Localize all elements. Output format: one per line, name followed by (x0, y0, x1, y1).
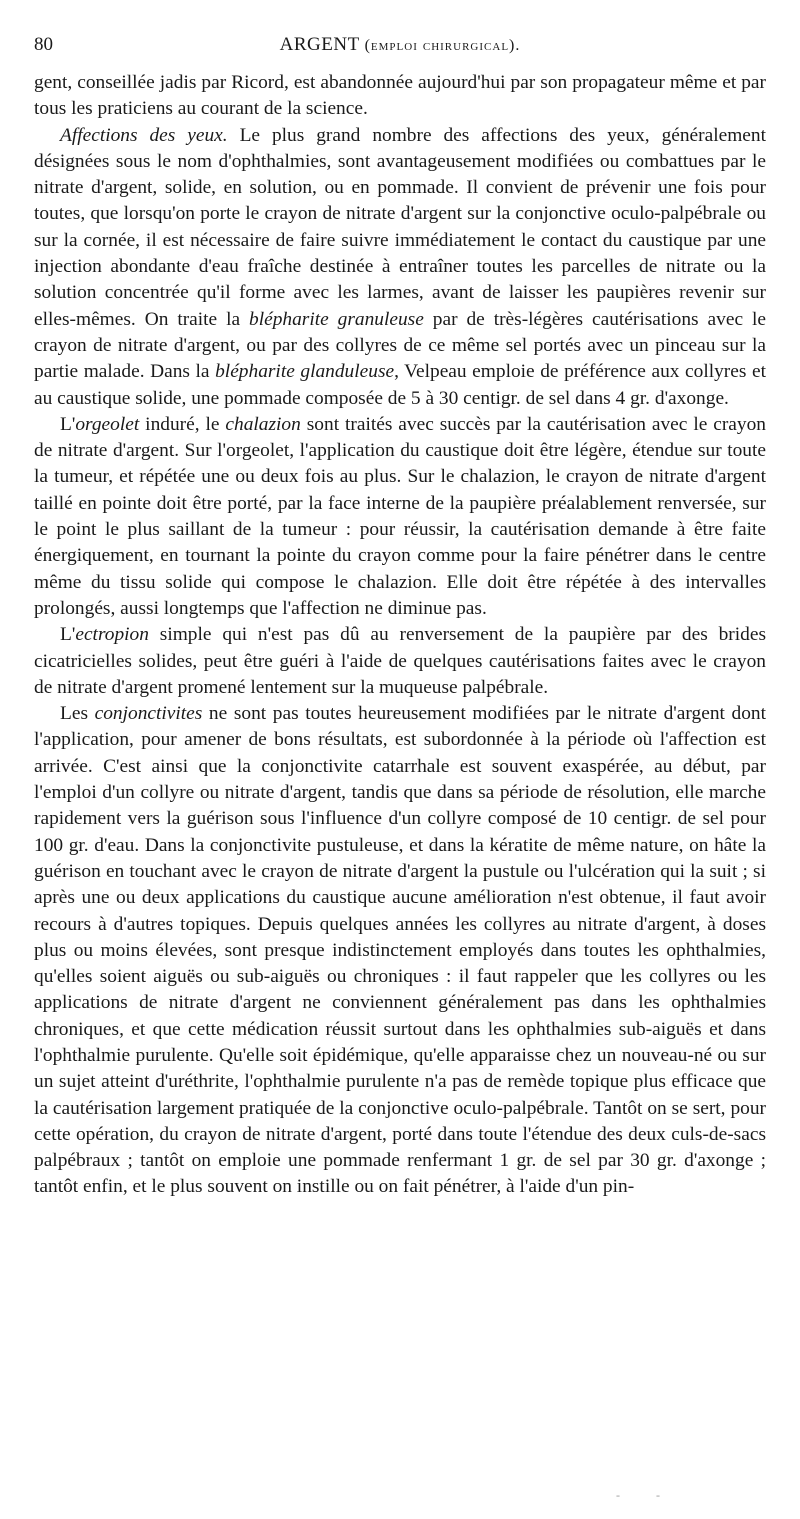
italic-term: ectropion (75, 624, 149, 646)
text-run: Le plus grand nombre des affections des yeux, généralement désignées sous le nom d'ophthalmies, sont avantageusement modifiées ou combattues par le nitrate d'argent, solide, en solution, ou en pommade. Il convient de prévenir une fois pour toutes, que lorsqu'on porte le crayon de nitrate d'argent sur la conjonctive oculo-palpébrale ou sur la cornée, il est nécessaire de faire suivre immédiatement le contact du caustique par une injection abondante d'eau fraîche destinée à entraîner toutes les parcelles de nitrate ou la solution concentrée qu'il forme avec les larmes, avant de laisser les paupières revenir sur elles-mêmes. On traite la (34, 124, 766, 330)
italic-term: conjonctivites (94, 703, 203, 725)
running-head (34, 30, 766, 70)
text-run: gent, conseillée jadis par Ricord, est abandonnée aujourd'hui par son propagateur même et par tous les praticiens au courant de la science. (34, 72, 766, 120)
text-run: Les (60, 703, 95, 725)
running-title-sub: (emploi chirurgical). (364, 37, 521, 54)
paragraph (34, 123, 766, 412)
italic-term: chalazion (225, 413, 301, 435)
page-number: 80 (34, 34, 53, 55)
bottom-page-marks (0, 1488, 800, 1502)
italic-term: Affections des yeux. (60, 124, 228, 146)
body-text (34, 70, 766, 1201)
running-title (34, 34, 766, 56)
text-run: par de très-légères cautérisations avec le crayon de nitrate d'argent, ou par des collyres de ce même sel portés avec un pinceau sur la partie malade. Dans la (34, 308, 766, 383)
text-run: , Velpeau emploie de préférence aux collyres et au caustique solide, une pommade composée de 5 à 30 centigr. de sel dans 4 gr. d'axonge. (34, 361, 766, 409)
running-title-main: ARGENT (279, 34, 360, 55)
text-run: L' (60, 624, 76, 646)
text-run: sont traités avec succès par la cautérisation avec le crayon de nitrate d'argent. Sur l'orgeolet, l'application du caustique doit être légère, étendue sur toute la tumeur, et répétée une ou deux fois au plus. Sur le chalazion, le crayon de nitrate d'argent taillé en pointe doit être porté, par la face interne de la paupière préalablement renversée, sur le point le plus saillant de la tumeur : pour réussir, la cautérisation demande à être faite énergiquement, en tournant la pointe du crayon comme pour la faire pénétrer dans le centre même du tissu solide qui compose le chalazion. Elle doit être répétée à des intervalles prolongés, aussi longtemps que l'affection ne diminue pas. (34, 413, 767, 619)
text-run: L' (60, 413, 76, 435)
text-run: induré, le (139, 413, 226, 435)
print-mark: - (656, 1488, 660, 1502)
paragraph (34, 70, 766, 123)
italic-term: blépharite granuleuse (249, 308, 424, 330)
italic-term: blépharite glanduleuse (215, 361, 395, 383)
italic-term: orgeolet (75, 413, 140, 435)
text-run: ne sont pas toutes heureusement modifiées par le nitrate d'argent dont l'application, pour amener de bons résultats, est subordonnée à la période où l'affection est arrivée. C'est ainsi que la conjonctivite catarrhale est souvent exaspérée, au début, par l'emploi d'un collyre ou nitrate d'argent, tandis que dans sa période de résolution, elle marche rapidement vers la guérison sous l'influence d'un collyre composé de 10 centigr. de sel pour 100 gr. d'eau. Dans la conjonctivite pustuleuse, et dans la kératite de même nature, on hâte la guérison en touchant avec le crayon de nitrate d'argent la pustule ou l'ulcération qui la suit ; si après une ou deux applications du caustique aucune amélioration n'est obtenue, il faut avoir recours à d'autres topiques. Depuis quelques années les collyres au nitrate d'argent, à doses plus ou moins élevées, sont presque indistinctement employés dans toutes les ophthalmies, qu'elles soient aiguës ou sub-aiguës ou chroniques : il faut rappeler que les collyres ou les applications de nitrate d'argent ne conviennent généralement pas dans les ophthalmies chroniques, et que cette médication réussit surtout dans les ophthalmies sub-aiguës et dans l'ophthalmie purulente. Qu'elle soit épidémique, qu'elle apparaisse chez un nouveau-né ou sur un sujet atteint d'uréthrite, l'ophthalmie purulente n'a pas de remède topique plus efficace que la cautérisation largement pratiquée de la conjonctive oculo-palpébrale. Tantôt on se sert, pour cette opération, du crayon de nitrate d'argent, porté dans toute l'étendue des deux culs-de-sacs palpébraux ; tantôt on emploie une pommade renfermant 1 gr. de sel par 30 gr. d'axonge ; tantôt enfin, et le plus souvent on instille ou on fait pénétrer, à l'aide d'un pin- (34, 703, 766, 1198)
paragraph (34, 701, 766, 1201)
paragraph (34, 412, 766, 622)
print-mark: - (616, 1488, 620, 1502)
text-run: simple qui n'est pas dû au renversement de la paupière par des brides cicatricielles solides, peut être guéri à l'aide de quelques cautérisations faites avec le crayon de nitrate d'argent promené lentement sur la muqueuse palpébrale. (34, 624, 766, 698)
paragraph (34, 622, 766, 701)
